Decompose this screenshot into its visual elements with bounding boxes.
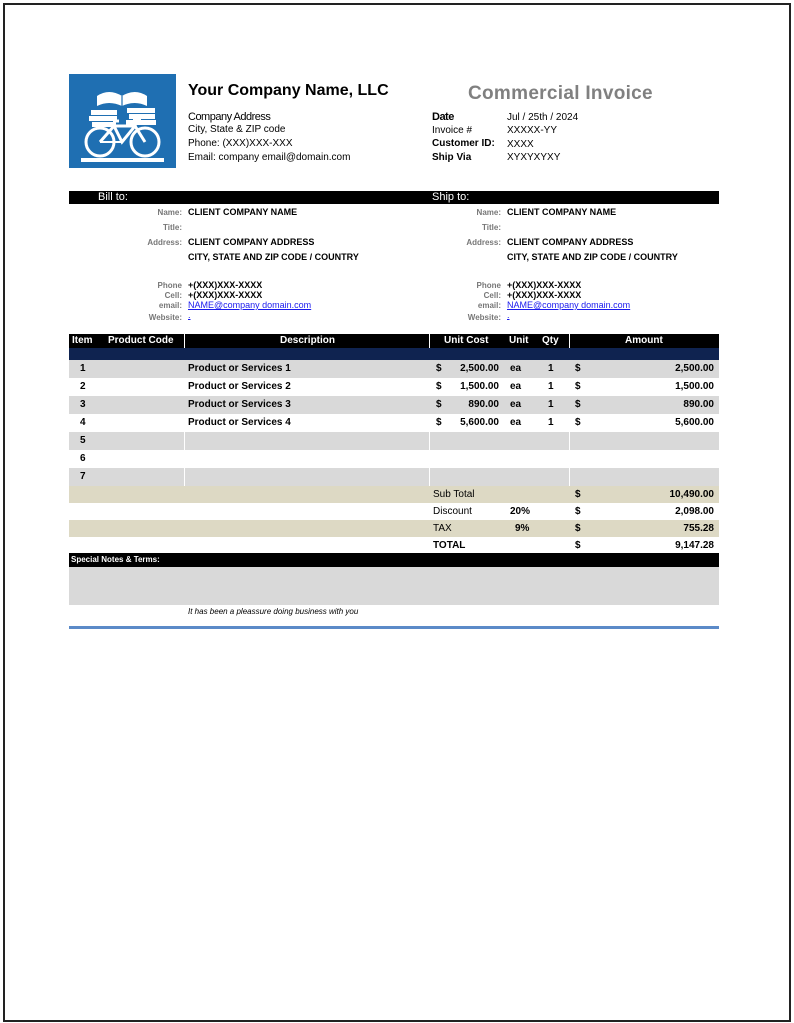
total-currency: $ — [575, 540, 581, 551]
row-item: 3 — [80, 399, 86, 410]
table-row — [69, 468, 719, 486]
row-description: Product or Services 1 — [188, 363, 291, 374]
table-row — [69, 450, 719, 468]
row-amount-currency: $ — [575, 381, 581, 392]
row-currency: $ — [436, 381, 442, 392]
total-value: 9,147.28 — [675, 540, 714, 551]
ship-website-label: Website: — [467, 313, 501, 322]
col-item: Item — [72, 335, 93, 346]
bill-cell-label: Cell: — [164, 291, 182, 300]
tax-percent: 9% — [515, 523, 530, 534]
ship-to-header: Ship to: — [432, 191, 470, 203]
row-item: 7 — [80, 471, 86, 482]
customer-id-label: Customer ID: — [432, 138, 495, 149]
tax-value: 755.28 — [683, 523, 714, 534]
ship-cell: +(XXX)XXX-XXXX — [507, 290, 582, 300]
notes-header: Special Notes & Terms: — [71, 555, 160, 564]
row-amount-currency: $ — [575, 363, 581, 374]
row-item: 1 — [80, 363, 86, 374]
row-qty: 1 — [548, 363, 554, 374]
row-unit-cost: 890.00 — [468, 399, 499, 410]
row-qty: 1 — [548, 399, 554, 410]
row-divider — [429, 432, 430, 450]
subtotal-label: Sub Total — [433, 489, 475, 500]
row-description: Product or Services 4 — [188, 417, 291, 428]
bill-name-label: Name: — [157, 208, 182, 217]
table-row — [69, 378, 719, 396]
row-unit: ea — [510, 363, 522, 374]
row-amount-currency: $ — [575, 399, 581, 410]
ship-phone-label: Phone — [476, 281, 501, 290]
col-unit: Unit — [509, 335, 529, 346]
header-divider — [569, 334, 570, 348]
ship-name-label: Name: — [476, 208, 501, 217]
col-unit-cost: Unit Cost — [444, 335, 489, 346]
company-logo — [69, 74, 176, 168]
row-unit-cost: 1,500.00 — [460, 381, 499, 392]
row-unit: ea — [510, 417, 522, 428]
row-amount: 2,500.00 — [675, 363, 714, 374]
discount-row — [69, 503, 719, 520]
ship-address-label: Address: — [466, 238, 501, 247]
table-navy-band — [69, 348, 719, 360]
company-phone: Phone: (XXX)XXX-XXX — [188, 138, 293, 149]
row-amount: 5,600.00 — [675, 417, 714, 428]
bill-address-label: Address: — [147, 238, 182, 247]
row-divider — [184, 432, 185, 450]
bill-website-link[interactable]: . — [188, 310, 191, 320]
row-divider — [569, 468, 570, 486]
header-divider — [184, 334, 185, 348]
row-item: 6 — [80, 453, 86, 464]
subtotal-currency: $ — [575, 489, 581, 500]
table-row — [69, 360, 719, 378]
ship-city: CITY, STATE AND ZIP CODE / COUNTRY — [507, 252, 678, 262]
tax-label: TAX — [433, 523, 452, 534]
subtotal-value: 10,490.00 — [669, 489, 714, 500]
total-label: TOTAL — [433, 540, 466, 551]
ship-address: CLIENT COMPANY ADDRESS — [507, 237, 634, 247]
bill-to-header: Bill to: — [98, 191, 128, 203]
company-email: Email: company email@domain.com — [188, 152, 351, 163]
company-city: City, State & ZIP code — [188, 124, 286, 135]
row-item: 2 — [80, 381, 86, 392]
ship-email-link[interactable]: NAME@company domain.com — [507, 300, 631, 310]
row-divider — [429, 468, 430, 486]
col-qty: Qty — [542, 335, 559, 346]
row-unit: ea — [510, 381, 522, 392]
row-unit: ea — [510, 399, 522, 410]
date-value: Jul / 25th / 2024 — [507, 112, 579, 123]
col-product-code: Product Code — [108, 335, 174, 346]
discount-percent: 20% — [510, 506, 531, 517]
bicycle-books-logo-icon — [69, 74, 176, 168]
bill-email-label: email: — [158, 301, 182, 310]
row-currency: $ — [436, 417, 442, 428]
subtotal-row — [69, 486, 719, 503]
bill-city: CITY, STATE AND ZIP CODE / COUNTRY — [188, 252, 359, 262]
row-qty: 1 — [548, 381, 554, 392]
footer-rule — [69, 626, 719, 629]
total-row — [69, 537, 719, 554]
row-unit-cost: 5,600.00 — [460, 417, 499, 428]
discount-currency: $ — [575, 506, 581, 517]
tax-row — [69, 520, 719, 537]
date-label: Date — [432, 111, 454, 123]
row-description: Product or Services 3 — [188, 399, 291, 410]
ship-cell-label: Cell: — [483, 291, 501, 300]
ship-email-label: email: — [477, 301, 501, 310]
bill-phone-label: Phone — [157, 281, 182, 290]
col-description: Description — [280, 335, 336, 346]
bill-phone: +(XXX)XXX-XXXX — [188, 280, 263, 290]
company-address: Company Address — [188, 111, 271, 123]
ship-via-label: Ship Via — [432, 152, 472, 163]
row-currency: $ — [436, 363, 442, 374]
bill-email-link[interactable]: NAME@company domain.com — [188, 300, 312, 310]
invoice-number-value: XXXXX-YY — [507, 125, 558, 136]
row-description: Product or Services 2 — [188, 381, 291, 392]
discount-label: Discount — [433, 506, 472, 517]
notes-box[interactable] — [69, 567, 719, 605]
row-divider — [184, 468, 185, 486]
invoice-title: Commercial Invoice — [468, 83, 653, 104]
row-divider — [569, 432, 570, 450]
table-row — [69, 414, 719, 432]
customer-id-value: XXXX — [507, 139, 534, 150]
ship-name: CLIENT COMPANY NAME — [507, 207, 617, 217]
notes-header-bar — [69, 553, 719, 567]
ship-website-link[interactable]: . — [507, 310, 510, 320]
row-item: 4 — [80, 417, 86, 428]
bill-address: CLIENT COMPANY ADDRESS — [188, 237, 315, 247]
row-unit-cost: 2,500.00 — [460, 363, 499, 374]
bill-title-label: Title: — [163, 223, 182, 232]
bill-cell: +(XXX)XXX-XXXX — [188, 290, 263, 300]
ship-phone: +(XXX)XXX-XXXX — [507, 280, 582, 290]
ship-via-value: XYXYXYXY — [507, 152, 561, 163]
row-amount-currency: $ — [575, 417, 581, 428]
tax-currency: $ — [575, 523, 581, 534]
company-name: Your Company Name, LLC — [188, 82, 389, 99]
row-amount: 890.00 — [683, 399, 714, 410]
bill-website-label: Website: — [148, 313, 182, 322]
row-amount: 1,500.00 — [675, 381, 714, 392]
header-divider — [429, 334, 430, 348]
bill-name: CLIENT COMPANY NAME — [188, 207, 298, 217]
ship-title-label: Title: — [482, 223, 501, 232]
table-row — [69, 396, 719, 414]
table-row — [69, 432, 719, 450]
table-header-row — [69, 334, 719, 348]
row-qty: 1 — [548, 417, 554, 428]
row-item: 5 — [80, 435, 86, 446]
row-currency: $ — [436, 399, 442, 410]
address-header-bar — [69, 191, 719, 204]
invoice-number-label: Invoice # — [432, 125, 473, 136]
col-amount: Amount — [625, 335, 663, 346]
closing-note: It has been a pleassure doing business with you — [188, 607, 359, 616]
discount-value: 2,098.00 — [675, 506, 714, 517]
